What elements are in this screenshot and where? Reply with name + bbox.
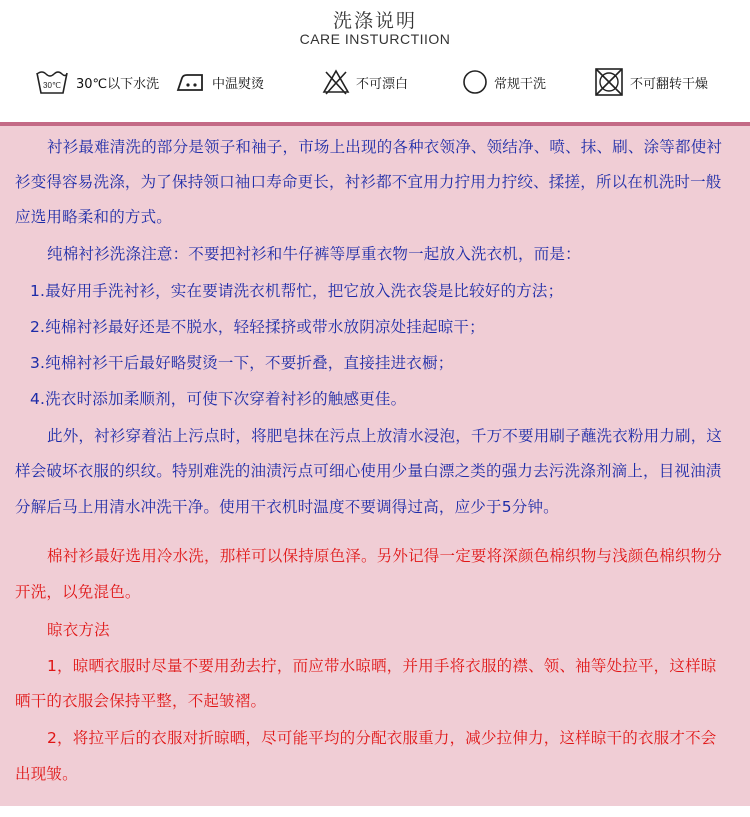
text-line: 出现皱。 <box>15 765 78 783</box>
care-instructions-body <box>0 126 750 806</box>
care-label-tumble: 不可翻转干燥 <box>630 76 709 92</box>
care-item-wash <box>34 64 159 100</box>
care-label-iron: 中温熨烫 <box>212 76 265 92</box>
no-tumble-dry-icon <box>594 67 624 97</box>
text-line: 开洗，以免混色。 <box>15 583 141 601</box>
wash-temp-text: 30℃ <box>43 81 61 90</box>
care-item-bleach <box>322 64 408 100</box>
text-line: 分解后马上用清水冲洗干净。使用干衣机时温度不要调得过高，应少于5分钟。 <box>15 498 559 516</box>
text-line: 纯棉衬衫洗涤注意：不要把衬衫和牛仔裤等厚重衣物一起放入洗衣机，而是： <box>47 245 581 263</box>
text-line: 晒干的衣服会保持平整，不起皱褶。 <box>15 692 267 710</box>
care-item-iron <box>176 64 264 100</box>
care-header <box>0 0 750 126</box>
dry-clean-icon <box>462 69 488 95</box>
text-line: 样会破坏衣服的织纹。特别难洗的油渍污点可细心使用少量白漂之类的强力去污洗涤剂滴上，目视油渍 <box>15 462 722 480</box>
text-line: 3.纯棉衬衫干后最好略熨烫一下，不要折叠，直接挂进衣橱； <box>30 354 454 372</box>
text-line: 棉衬衫最好选用冷水洗，那样可以保持原色泽。另外记得一定要将深颜色棉织物与浅颜色棉织物分 <box>47 547 723 565</box>
iron-medium-icon <box>176 70 206 94</box>
text-line: 1.最好用手洗衬衫，实在要请洗衣机帮忙，把它放入洗衣袋是比较好的方法； <box>30 282 564 300</box>
care-label-dryclean: 常规干洗 <box>494 76 547 92</box>
title-chinese: 洗涤说明 <box>332 10 417 32</box>
section-heading: 晾衣方法 <box>47 621 110 639</box>
text-line: 衬衫最难清洗的部分是领子和袖子，市场上出现的各种衣领净、领结净、喷、抹、刷、涂等都使衬 <box>47 138 723 156</box>
text-line: 2，将拉平后的衣服对折晾晒，尽可能平均的分配衣服重力，减少拉伸力，这样晾干的衣服才不会 <box>47 729 717 747</box>
text-line: 此外，衬衫穿着沾上污点时，将肥皂抹在污点上放清水浸泡，千万不要用刷子蘸洗衣粉用力刷，这 <box>47 427 723 445</box>
care-item-dryclean <box>462 64 546 100</box>
text-line: 4.洗衣时添加柔顺剂，可使下次穿着衬衫的触感更佳。 <box>30 390 407 408</box>
care-item-tumble <box>594 64 708 100</box>
wash-30-icon <box>34 67 70 97</box>
text-line: 衫变得容易洗涤，为了保持领口袖口寿命更长，衬衫都不宜用力拧用力拧绞、揉搓，所以在机洗时一般 <box>15 173 722 191</box>
care-label-bleach: 不可漂白 <box>356 76 409 92</box>
title-english: CARE INSTURCTIION <box>299 31 451 47</box>
no-bleach-icon <box>322 69 350 95</box>
text-line: 应选用略柔和的方式。 <box>15 208 173 226</box>
text-line: 2.纯棉衬衫最好还是不脱水，轻轻揉挤或带水放阴凉处挂起晾干； <box>30 318 485 336</box>
text-line: 1，晾晒衣服时尽量不要用劲去拧，而应带水晾晒，并用手将衣服的襟、领、袖等处拉平，这样晾 <box>47 657 717 675</box>
care-label-wash: 30℃以下水洗 <box>76 76 160 92</box>
